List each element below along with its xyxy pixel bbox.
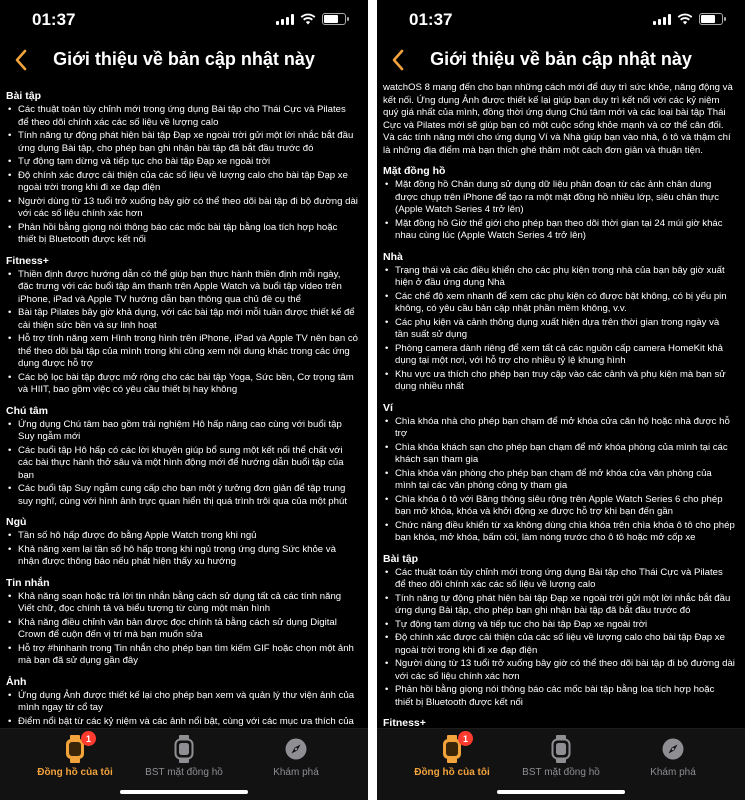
watch-icon — [60, 735, 90, 763]
list-item: • Ứng dụng Chú tâm bao gồm trải nghiệm Hô hấp nâng cao cùng với buổi tập Suy ngẫm mới — [6, 419, 358, 444]
list-item: • Các buổi tập Hô hấp có các lời khuyên giúp bổ sung một kết nối thể chất với các bài thực hành thở sâu và một hình động mới để hướng dẫn buổi tập của bạn — [6, 445, 358, 483]
tab-watch[interactable] — [20, 735, 130, 778]
section-title: Bài tập — [383, 552, 419, 565]
tab-watch-face-gallery[interactable] — [506, 735, 616, 778]
watch-face-gallery-icon — [546, 735, 576, 763]
compass-icon — [281, 735, 311, 763]
section-title: Ví — [383, 401, 393, 414]
list-item: • Các phụ kiện và cảnh thông dụng xuất hiện dựa trên thời gian trong ngày và tần suất sử dụng — [383, 317, 735, 342]
release-notes-content[interactable] — [377, 82, 745, 728]
tab-label: BST mặt đồng hồ — [145, 767, 223, 778]
notification-badge: 1 — [81, 731, 96, 746]
list-item: • Điểm nổi bật từ các kỷ niệm và các ảnh nổi bật, cùng với các mục ưa thích của — [6, 716, 358, 729]
list-item: • Phòng camera dành riêng để xem tất cả các nguồn cấp camera HomeKit khả dụng tại một nơi, với hỗ trợ cho nhiều tỷ lệ khung hình — [383, 343, 735, 368]
list-item: • Người dùng từ 13 tuổi trở xuống bây giờ có thể theo dõi bài tập đi bộ đường dài với các số liệu chính xác hơn — [383, 658, 735, 683]
phone-screen-left — [0, 0, 368, 800]
section-list — [383, 179, 735, 243]
tab-label: BST mặt đồng hồ — [522, 767, 600, 778]
tab-compass[interactable] — [241, 735, 351, 778]
battery-icon — [699, 13, 723, 25]
tab-label: Khám phá — [650, 767, 696, 778]
status-bar — [0, 0, 368, 42]
page-title: Giới thiệu về bản cập nhật này — [430, 49, 692, 69]
tab-label: Đồng hồ của tôi — [414, 767, 490, 778]
section-title: Bài tập — [6, 90, 42, 102]
section-list — [383, 416, 735, 545]
list-item: • Phản hồi bằng giọng nói thông báo các mốc bài tập bằng loa tích hợp hoặc thiết bị Bluetooth được kết nối — [6, 222, 358, 247]
list-item: • Chìa khóa nhà cho phép bạn chạm để mở khóa cửa căn hộ hoặc nhà được hỗ trợ — [383, 416, 735, 441]
page-title: Giới thiệu về bản cập nhật này — [53, 49, 315, 69]
list-item: • Hỗ trợ #hinhanh trong Tin nhắn cho phép bạn tìm kiếm GIF hoặc chọn một ảnh mà bạn đã sử dụng gần đây — [6, 643, 358, 668]
section-list — [6, 591, 358, 668]
list-item: • Trạng thái và các điều khiển cho các phụ kiện trong nhà của bạn bây giờ xuất hiện ở đầu ứng dụng Nhà — [383, 265, 735, 290]
list-item: • Khả năng điều chỉnh văn bản được đọc chính tả bằng cách sử dụng Digital Crown để cuộn đến vị trí mà bạn muốn sửa — [6, 617, 358, 642]
list-item: • Các chế độ xem nhanh để xem các phụ kiện có được bật không, có bị yếu pin không, có yêu cầu bản cập nhật phần mềm không, v.v. — [383, 291, 735, 316]
tab-bar — [377, 728, 745, 800]
navigation-bar — [0, 44, 368, 76]
section-list — [6, 104, 358, 247]
tab-label: Khám phá — [273, 767, 319, 778]
list-item: • Hỗ trợ tính năng xem Hình trong hình trên iPhone, iPad và Apple TV nên bạn có thể theo dõi bài tập của mình trong khi cũng xem nội dung khác trong các ứng dụng được hỗ trợ — [6, 333, 358, 371]
section-list — [6, 419, 358, 509]
list-item: • Khu vực ưa thích cho phép bạn truy cập vào các cảnh và phụ kiện mà bạn sử dụng nhiều nhất — [383, 369, 735, 394]
section-title: Tin nhắn — [6, 576, 50, 589]
release-notes-content[interactable] — [0, 82, 368, 728]
section-title: Fitness+ — [6, 254, 49, 267]
tab-label: Đồng hồ của tôi — [37, 767, 113, 778]
watch-face-gallery-icon — [169, 735, 199, 763]
list-item: • Phản hồi bằng giọng nói thông báo các mốc bài tập bằng loa tích hợp hoặc thiết bị Bluetooth được kết nối — [383, 684, 735, 709]
phone-screen-right — [377, 0, 745, 800]
section-title: Ảnh — [6, 675, 27, 688]
status-time: 01:37 — [32, 10, 76, 29]
status-icons — [276, 13, 346, 25]
list-item: • Tự động tạm dừng và tiếp tục cho bài tập Đạp xe ngoài trời — [383, 619, 735, 632]
list-item: • Các bộ lọc bài tập được mở rộng cho các bài tập Yoga, Sức bền, Cơ trọng tâm và HIIT, bao gồm việc có yêu cầu thiết bị hay không — [6, 372, 358, 397]
list-item: • Khả năng soạn hoặc trả lời tin nhắn bằng cách sử dụng tất cả các tính năng Viết chữ, đọc chính tả và biểu tượng từ cùng một màn hình — [6, 591, 358, 616]
list-item: • Các buổi tập Suy ngẫm cung cấp cho bạn một ý tưởng đơn giản để tập trung suy nghĩ, cùng với hình ảnh trực quan hiển thị quá trình trôi qua của một phút — [6, 483, 358, 508]
list-item: • Chìa khóa văn phòng cho phép bạn chạm để mở khóa cửa văn phòng của mình tại các văn phòng công ty tham gia — [383, 468, 735, 493]
tab-compass[interactable] — [618, 735, 728, 778]
section-title: Nhà — [383, 250, 403, 263]
section-list — [383, 265, 735, 394]
section-title: Fitness+ — [383, 717, 426, 728]
cellular-signal-icon — [276, 14, 294, 25]
navigation-bar — [377, 44, 745, 76]
tab-watch-face-gallery[interactable] — [129, 735, 239, 778]
section-list — [6, 530, 358, 569]
watch-icon — [437, 735, 467, 763]
home-indicator — [120, 790, 248, 794]
list-item: • Thiền định được hướng dẫn có thể giúp bạn thực hành thiền định mỗi ngày, đặc trưng với các buổi tập âm thanh trên Apple Watch và buổi tập video trên iPhone, iPad và Apple TV hướng dẫn bạn thông qua chủ đề cụ thể — [6, 269, 358, 307]
release-notes-intro: watchOS 8 mang đến cho bạn những cách mới để duy trì sức khỏe, năng động và kết nối. Ứng dụng Ảnh được thiết kế lại giúp bạn duy trì kết nối với các kỷ niệm quý giá nhất của mình, đồng thời ứng dụng Chú tâm mới và các loại bài tập Thái Cực và Pilates mới sẽ giúp bạn có một cuộc sống khỏe mạnh và cơ thể cân đối. Và các tính năng mới cho ứng dụng Ví và Nhà giúp bạn vào nhà, ô tô và thậm chí là những địa điểm mà bạn thích ghé thăm một cách đơn giản và thuận tiện. — [383, 82, 733, 156]
list-item: • Chức năng điều khiển từ xa không dùng chìa khóa trên chìa khóa ô tô cho phép bạn khóa, mở khóa, bấm còi, làm nóng trước cho ô tô hoặc mở cốp xe — [383, 520, 735, 545]
list-item: • Tính năng tự động phát hiện bài tập Đạp xe ngoài trời gửi một lời nhắc bắt đầu ứng dụng Bài tập, cho phép bạn ghi nhận bài tập đã bắt đầu trước đó — [383, 593, 735, 618]
list-item: • Mặt đồng hồ Giờ thế giới cho phép bạn theo dõi thời gian tại 24 múi giờ khác nhau cùng lúc (Apple Watch Series 4 trở lên) — [383, 218, 735, 243]
status-time: 01:37 — [409, 10, 453, 29]
wifi-icon — [677, 13, 693, 25]
list-item: • Độ chính xác được cải thiện của các số liệu về lượng calo cho bài tập Đạp xe ngoài trời trong khi đi xe đạp điện — [6, 170, 358, 195]
list-item: • Chìa khóa khách sạn cho phép bạn chạm để mở khóa phòng của mình tại các khách sạn tham gia — [383, 442, 735, 467]
notification-badge: 1 — [458, 731, 473, 746]
status-bar — [377, 0, 745, 42]
section-list — [6, 690, 358, 729]
list-item: • Độ chính xác được cải thiện của các số liệu về lượng calo cho bài tập Đạp xe ngoài trời trong khi đi xe đạp điện — [383, 632, 735, 657]
section-title: Ngủ — [6, 516, 27, 528]
list-item: • Chìa khóa ô tô với Băng thông siêu rộng trên Apple Watch Series 6 cho phép bạn mở khóa, khóa và khởi động xe được hỗ trợ khi bạn đến gần — [383, 494, 735, 519]
wifi-icon — [300, 13, 316, 25]
list-item: • Các thuật toán tùy chỉnh mới trong ứng dụng Bài tập cho Thái Cực và Pilates để theo dõi chính xác các số liệu về lượng calo — [383, 567, 735, 592]
section-list — [6, 269, 358, 397]
status-icons — [653, 13, 723, 25]
compass-icon — [658, 735, 688, 763]
tab-watch[interactable] — [397, 735, 507, 778]
list-item: • Khả năng xem lại tần số hô hấp trong khi ngủ trong ứng dụng Sức khỏe và nhận được thông báo nếu phát hiện thấy xu hướng — [6, 544, 358, 569]
list-item: • Tính năng tự động phát hiện bài tập Đạp xe ngoài trời gửi một lời nhắc bắt đầu ứng dụng Bài tập, cho phép bạn ghi nhận bài tập đã bắt đầu trước đó — [6, 130, 358, 155]
section-title: Chú tâm — [6, 404, 48, 417]
section-title: Mặt đồng hồ — [383, 165, 446, 177]
list-item: • Bài tập Pilates bây giờ khả dụng, với các bài tập mới mỗi tuần được thiết kế để cải thiện sức bền và sự linh hoạt — [6, 307, 358, 332]
tab-bar — [0, 728, 368, 800]
battery-icon — [322, 13, 346, 25]
list-item: • Người dùng từ 13 tuổi trở xuống bây giờ có thể theo dõi bài tập đi bộ đường dài với các số liệu chính xác hơn — [6, 196, 358, 221]
list-item: • Tần số hô hấp được đo bằng Apple Watch trong khi ngủ — [6, 530, 358, 543]
cellular-signal-icon — [653, 14, 671, 25]
section-list — [383, 567, 735, 710]
home-indicator — [497, 790, 625, 794]
list-item: • Tự động tạm dừng và tiếp tục cho bài tập Đạp xe ngoài trời — [6, 156, 358, 169]
list-item: • Các thuật toán tùy chỉnh mới trong ứng dụng Bài tập cho Thái Cực và Pilates để theo dõi chính xác các số liệu về lượng calo — [6, 104, 358, 129]
list-item: • Mặt đồng hồ Chân dung sử dụng dữ liệu phân đoạn từ các ảnh chân dung được chụp trên iPhone để tạo ra một mặt đồng hồ nhiều lớp, siêu chân thực (Apple Watch Series 4 trở lên) — [383, 179, 735, 217]
list-item: • Ứng dụng Ảnh được thiết kế lại cho phép bạn xem và quản lý thư viện ảnh của mình ngay từ cổ tay — [6, 690, 358, 715]
